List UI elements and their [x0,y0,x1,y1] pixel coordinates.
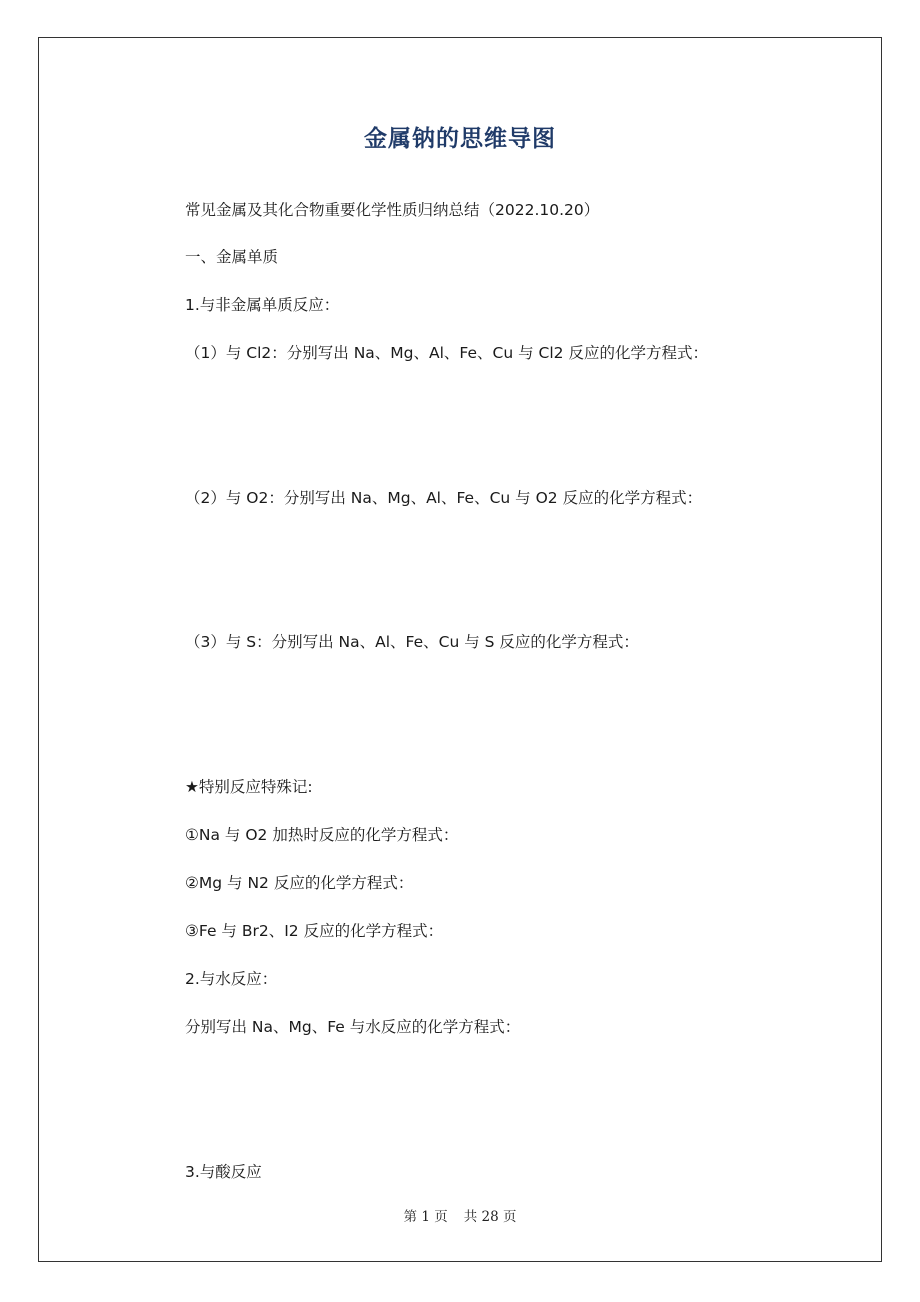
special-reactions-heading: ★特别反应特殊记: [185,778,313,796]
special-reaction-item: ③Fe 与 Br2、I2 反应的化学方程式： [185,922,444,940]
page-number: 第 1 页 [403,1209,448,1225]
section-heading-metals: 一、金属单质 [185,248,279,266]
question-water: 分别写出 Na、Mg、Fe 与水反应的化学方程式： [185,1018,521,1036]
special-reaction-item: ①Na 与 O2 加热时反应的化学方程式： [185,826,459,844]
subsection-nonmetal-reaction: 1.与非金属单质反应： [185,296,340,314]
question-cl2: （1）与 Cl2：分别写出 Na、Mg、Al、Fe、Cu 与 Cl2 反应的化学方程式： [185,344,708,362]
subsection-water-reaction: 2.与水反应： [185,970,278,988]
total-pages: 共 28 页 [463,1209,517,1225]
document-title: 金属钠的思维导图 [364,126,556,152]
special-reaction-item: ②Mg 与 N2 反应的化学方程式： [185,874,414,892]
question-s: （3）与 S：分别写出 Na、Al、Fe、Cu 与 S 反应的化学方程式： [185,633,639,651]
document-subtitle: 常见金属及其化合物重要化学性质归纳总结（2022.10.20） [185,201,600,219]
page-footer [0,1205,920,1225]
subsection-acid-reaction: 3.与酸反应 [185,1163,262,1181]
question-o2: （2）与 O2：分别写出 Na、Mg、Al、Fe、Cu 与 O2 反应的化学方程式： [185,489,703,507]
